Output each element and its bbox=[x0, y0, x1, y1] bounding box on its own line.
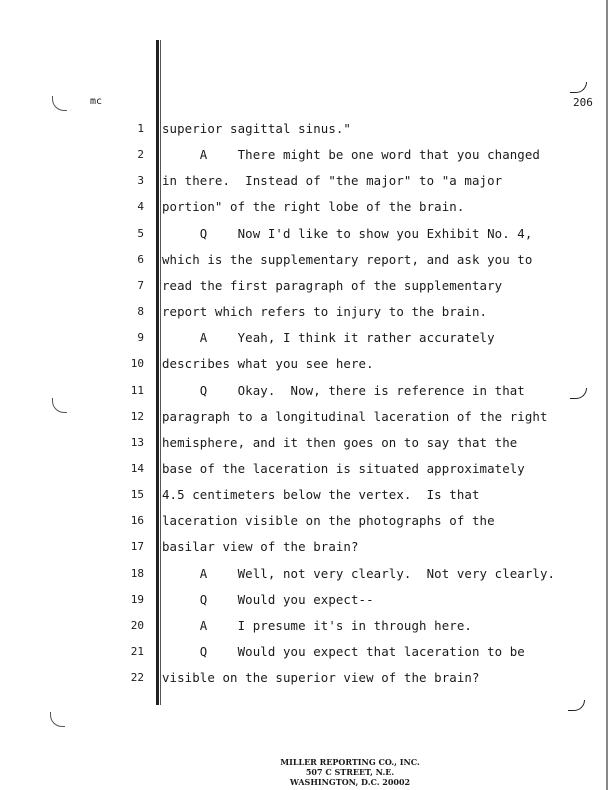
transcript-line: hemisphere, and it then goes on to say that the bbox=[162, 434, 518, 450]
transcript-line: which is the supplementary report, and ask you to bbox=[162, 251, 533, 267]
transcript-line: describes what you see here. bbox=[162, 356, 374, 372]
transcript-line: portion" of the right lobe of the brain. bbox=[162, 199, 465, 215]
punch-hole-mark-top bbox=[52, 96, 67, 111]
line-number: 21 bbox=[130, 645, 144, 658]
transcript-line: read the first paragraph of the supplementary bbox=[162, 277, 503, 293]
transcript-line: A Well, not very clearly. Not very clearly. bbox=[162, 565, 556, 581]
line-number: 19 bbox=[130, 592, 144, 606]
line-number: 1 bbox=[137, 122, 144, 135]
line-number: 9 bbox=[137, 331, 144, 345]
line-number: 17 bbox=[130, 540, 144, 554]
line-number: 6 bbox=[137, 252, 144, 266]
line-number: 10 bbox=[130, 357, 144, 371]
left-margin-rule-inner bbox=[160, 40, 161, 705]
line-number: 13 bbox=[130, 435, 144, 449]
line-number: 5 bbox=[137, 226, 144, 240]
page-number: 206 bbox=[573, 96, 593, 109]
transcript-line: laceration visible on the photographs of the bbox=[162, 513, 495, 529]
transcript-line: visible on the superior view of the brain? bbox=[162, 670, 480, 686]
line-number: 12 bbox=[130, 409, 144, 423]
line-number: 4 bbox=[137, 200, 144, 214]
line-number: 11 bbox=[130, 383, 144, 397]
line-number: 20 bbox=[130, 618, 144, 632]
checkmark-top bbox=[570, 82, 587, 93]
reporter-initials: mc bbox=[90, 96, 103, 107]
punch-hole-mark-bottom bbox=[50, 712, 65, 727]
footer-street: 507 C STREET, N.E. bbox=[305, 767, 395, 777]
checkmark-middle bbox=[570, 388, 587, 399]
transcript-line: 4.5 centimeters below the vertex. Is that bbox=[162, 487, 480, 503]
transcript-line: base of the laceration is situated approximately bbox=[162, 460, 525, 476]
line-number: 15 bbox=[130, 488, 144, 502]
right-page-edge bbox=[606, 0, 608, 790]
transcript-line: Q Would you expect that laceration to be bbox=[162, 644, 525, 659]
left-margin-rule bbox=[156, 40, 159, 705]
transcript-line: paragraph to a longitudinal laceration of the right bbox=[162, 408, 548, 424]
transcript-line: A I presume it's in through here. bbox=[162, 617, 472, 633]
footer-company: MILLER REPORTING CO., INC. bbox=[280, 757, 420, 767]
transcript-line: Q Now I'd like to show you Exhibit No. 4, bbox=[162, 225, 533, 241]
checkmark-bottom bbox=[568, 700, 585, 711]
transcript-line: A Yeah, I think it rather accurately bbox=[162, 330, 495, 346]
transcript-line: Q Would you expect-- bbox=[162, 591, 374, 607]
line-number: 14 bbox=[130, 461, 144, 475]
line-number: 18 bbox=[130, 566, 144, 580]
punch-hole-mark-middle bbox=[52, 398, 67, 413]
line-number: 8 bbox=[137, 305, 144, 319]
transcript-line: A There might be one word that you changed bbox=[162, 147, 540, 163]
line-number: 3 bbox=[137, 174, 144, 188]
footer-city: WASHINGTON, D.C. 20002 bbox=[289, 777, 411, 787]
line-number: 22 bbox=[130, 671, 144, 685]
transcript-line: in there. Instead of "the major" to "a major bbox=[162, 173, 503, 189]
transcript-line: Q Okay. Now, there is reference in that bbox=[162, 382, 525, 398]
line-number: 7 bbox=[137, 278, 144, 292]
transcript-line: report which refers to injury to the brain. bbox=[162, 304, 488, 320]
line-number: 2 bbox=[137, 148, 144, 162]
transcript-line: basilar view of the brain? bbox=[162, 539, 359, 555]
transcript-line: superior sagittal sinus." bbox=[162, 121, 351, 136]
line-number: 16 bbox=[130, 514, 144, 528]
